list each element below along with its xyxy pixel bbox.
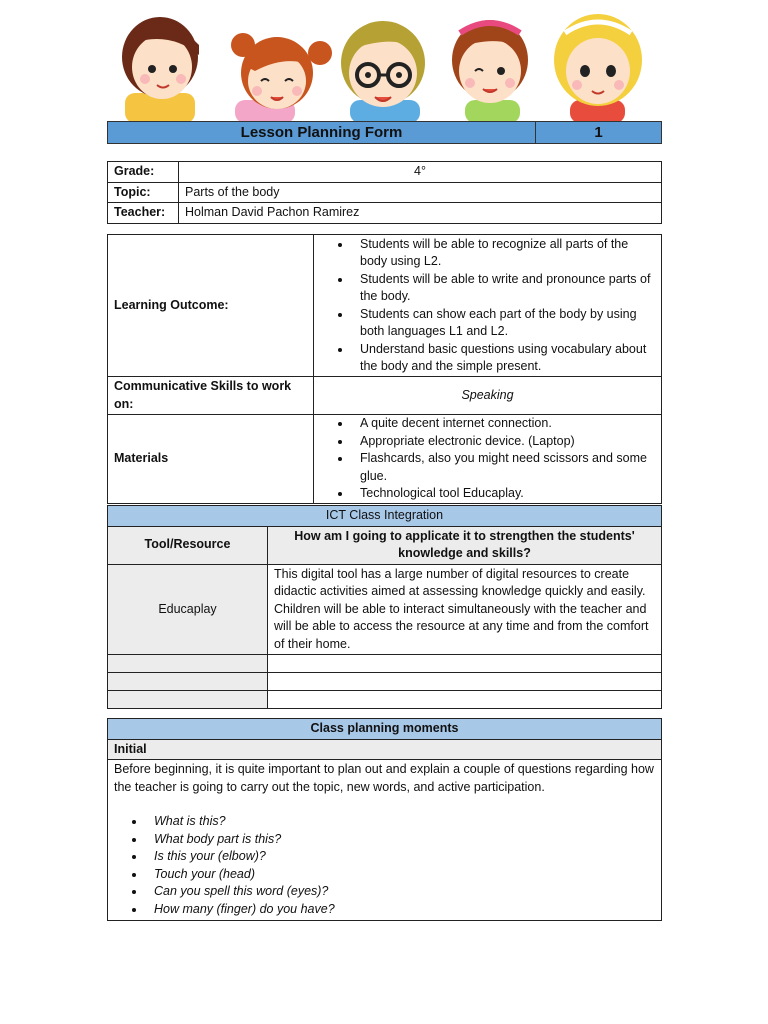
kids-banner-illustration	[115, 5, 645, 123]
list-item: • Flashcards, also you might need scissors and some glue.	[352, 450, 657, 485]
kid-face-3	[341, 21, 425, 123]
list-item: • Students can show each part of the body by using both languages L1 and L2.	[352, 306, 657, 341]
ict-col-how: How am I going to applicate it to strengthen the students' knowledge and skills?	[268, 526, 662, 564]
list-item: • Can you spell this word (eyes)?	[146, 883, 655, 901]
form-title-bar	[107, 121, 662, 144]
list-item: • Understand basic questions using vocabulary about the body and the simple present.	[352, 341, 657, 376]
table-row	[108, 673, 662, 691]
learning-outcome-label: Learning Outcome:	[108, 235, 314, 377]
table-row	[108, 739, 662, 760]
list-item: • Is this your (elbow)?	[146, 848, 655, 866]
ict-tool-name: Educaplay	[108, 564, 268, 655]
teacher-label: Teacher:	[108, 203, 179, 224]
initial-intro: Before beginning, it is quite important to plan out and explain a couple of questions regarding how the teacher is going to carry out the topic, new words, and active participation.	[114, 762, 654, 794]
list-item: • Appropriate electronic device. (Laptop)	[352, 433, 657, 451]
list-item: • A quite decent internet connection.	[352, 415, 657, 433]
table-row	[108, 162, 662, 183]
grade-label: Grade:	[108, 162, 179, 183]
table-row	[108, 415, 662, 504]
kid-face-2	[231, 33, 332, 123]
table-row	[108, 655, 662, 673]
learning-outcome-list	[314, 236, 657, 376]
list-item: • Students will be able to recognize all parts of the body using L2.	[352, 236, 657, 271]
outcome-table	[107, 234, 662, 504]
table-row	[108, 235, 662, 377]
materials-label: Materials	[108, 415, 314, 504]
kid-face-5	[554, 14, 642, 123]
list-item: • Touch your (head)	[146, 866, 655, 884]
table-row	[108, 182, 662, 203]
form-title: Lesson Planning Form	[108, 122, 536, 144]
class-moments-table	[107, 718, 662, 921]
topic-value: Parts of the body	[179, 182, 662, 203]
table-row	[108, 526, 662, 564]
list-item: • What is this?	[146, 813, 655, 831]
table-row	[108, 203, 662, 224]
kid-face-1	[122, 17, 199, 123]
ict-integration-table	[107, 505, 662, 709]
initial-label: Initial	[108, 739, 662, 760]
lesson-info-table	[107, 161, 662, 224]
table-row	[108, 506, 662, 527]
grade-value: 4°	[179, 162, 662, 183]
materials-list	[314, 415, 657, 503]
initial-questions-list	[114, 813, 655, 918]
skills-label: Communicative Skills to work on:	[108, 377, 314, 415]
table-row	[108, 564, 662, 655]
list-item: • How many (finger) do you have?	[146, 901, 655, 919]
skills-value: Speaking	[314, 377, 662, 415]
moments-header: Class planning moments	[108, 719, 662, 740]
list-item: • What body part is this?	[146, 831, 655, 849]
table-row	[108, 377, 662, 415]
ict-tool-description: This digital tool has a large number of digital resources to create didactic activities aimed at assessing knowledge quickly and easily. Children will be able to interact simultaneously with the teacher and will be able to access the resource at any time and from the comfort of their home.	[268, 564, 662, 655]
form-number: 1	[536, 122, 662, 144]
table-row	[108, 691, 662, 709]
list-item: • Students will be able to write and pronounce parts of the body.	[352, 271, 657, 306]
topic-label: Topic:	[108, 182, 179, 203]
table-row	[108, 760, 662, 921]
ict-header: ICT Class Integration	[108, 506, 662, 527]
list-item: • Technological tool Educaplay.	[352, 485, 657, 503]
kid-face-4	[452, 20, 528, 123]
teacher-value: Holman David Pachon Ramirez	[179, 203, 662, 224]
ict-col-tool: Tool/Resource	[108, 526, 268, 564]
table-row	[108, 719, 662, 740]
